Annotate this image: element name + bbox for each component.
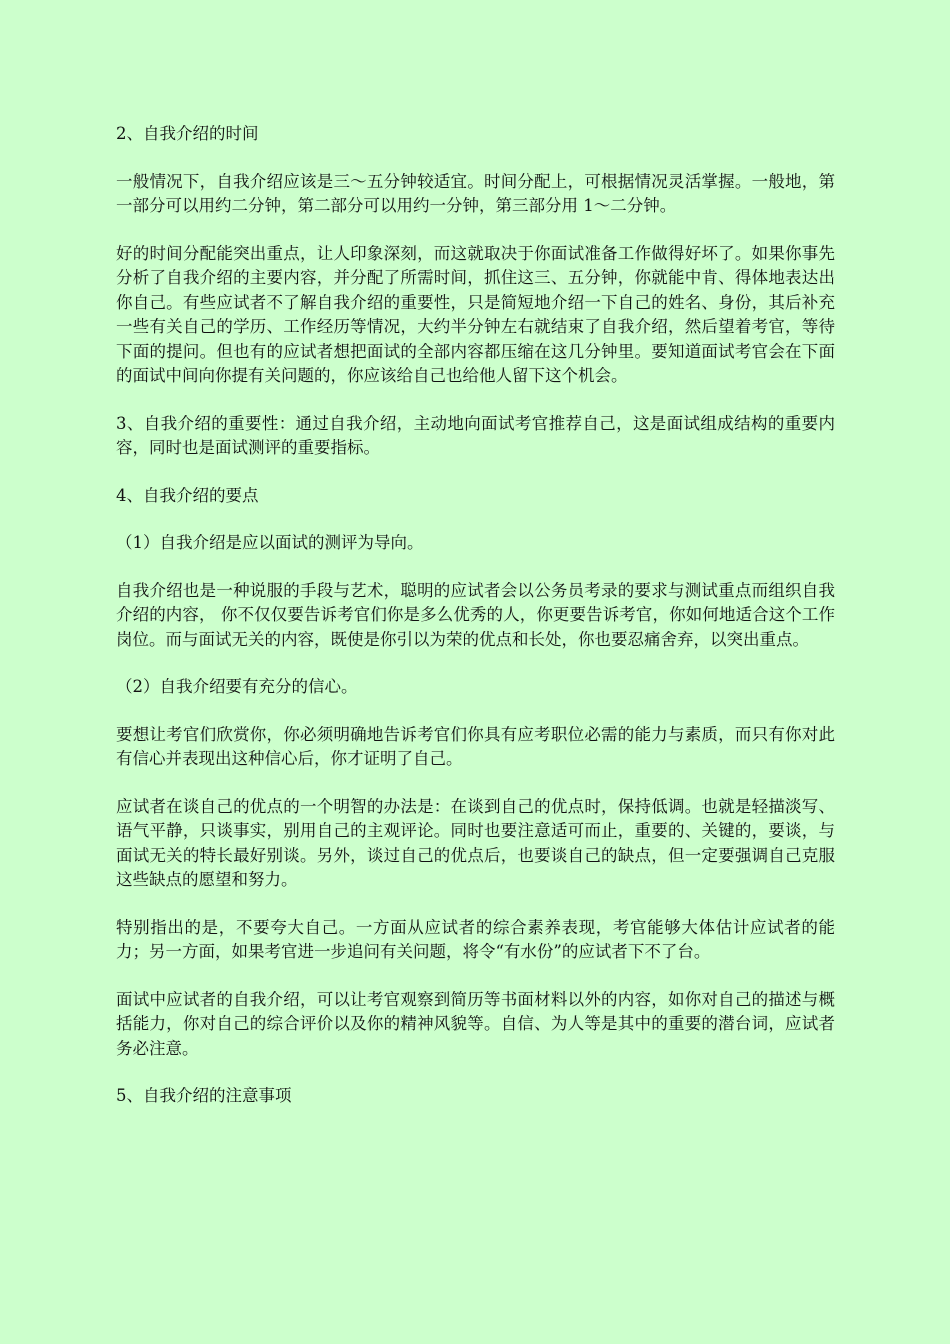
- section-heading-importance: 3、自我介绍的重要性：通过自我介绍，主动地向面试考官推荐自己，这是面试组成结构的重要内容，同时也是面试测评的重要指标。: [116, 413, 835, 457]
- paragraph-persuasion: 自我介绍也是一种说服的手段与艺术，聪明的应试者会以公务员考录的要求与测试重点而组织自我介绍的内容， 你不仅仅要告诉考官们你是多么优秀的人，你更要告诉考官，你如何地适合这个工作岗位。而与面试无关的内容，既使是你引以为荣的优点和长处，你也要忍痛舍弃，以突出重点。: [116, 580, 835, 649]
- section-heading-notes: 5、自我介绍的注意事项: [116, 1086, 292, 1105]
- section-heading-time: 2、自我介绍的时间: [116, 124, 259, 143]
- paragraph-time-emphasis: 好的时间分配能突出重点，让人印象深刻，而这就取决于你面试准备工作做得好坏了。如果你事先分析了自我介绍的主要内容，并分配了所需时间，抓住这三、五分钟，你就能中肯、得体地表达出你自己。有些应试者不了解自我介绍的重要性，只是简短地介绍一下自己的姓名、身份，其后补充一些有关自己的学历、工作经历等情况，大约半分钟左右就结束了自我介绍，然后望着考官，等待下面的提问。但也有的应试者想把面试的全部内容都压缩在这几分钟里。要知道面试考官会在下面的面试中间向你提有关问题的，你应该给自己也给他人留下这个机会。: [116, 243, 835, 385]
- section-heading-key-points: 4、自我介绍的要点: [116, 485, 259, 505]
- paragraph-confidence: 要想让考官们欣赏你，你必须明确地告诉考官们你具有应考职位必需的能力与素质，而只有你对此有信心并表现出这种信心后，你才证明了自己。: [116, 724, 835, 768]
- paragraph-time-allocation: 一般情况下，自我介绍应该是三～五分钟较适宜。时间分配上，可根据情况灵活掌握。一般地，第一部分可以用约二分钟，第二部分可以用约一分钟，第三部分用 1～二分钟。: [116, 171, 835, 215]
- subheading-orientation: （1）自我介绍是应以面试的测评为导向。: [116, 533, 424, 552]
- paragraph-strengths: 应试者在谈自己的优点的一个明智的办法是：在谈到自己的优点时，保持低调。也就是轻描淡写、语气平静，只谈事实，别用自己的主观评论。同时也要注意适可而止，重要的、关键的，要谈，与面试无关的特长最好别谈。另外，谈过自己的优点后，也要谈自己的缺点，但一定要强调自己克服这些缺点的愿望和努力。: [116, 796, 835, 889]
- paragraph-observation: 面试中应试者的自我介绍，可以让考官观察到简历等书面材料以外的内容，如你对自己的描述与概括能力，你对自己的综合评价以及你的精神风貌等。自信、为人等是其中的重要的潜台词，应试者务必注意。: [116, 989, 835, 1058]
- paragraph-no-exaggeration: 特别指出的是，不要夸大自己。一方面从应试者的综合素养表现，考官能够大体估计应试者的能力；另一方面，如果考官进一步追问有关问题，将令“有水份”的应试者下不了台。: [116, 917, 835, 961]
- subheading-confidence: （2）自我介绍要有充分的信心。: [116, 677, 358, 696]
